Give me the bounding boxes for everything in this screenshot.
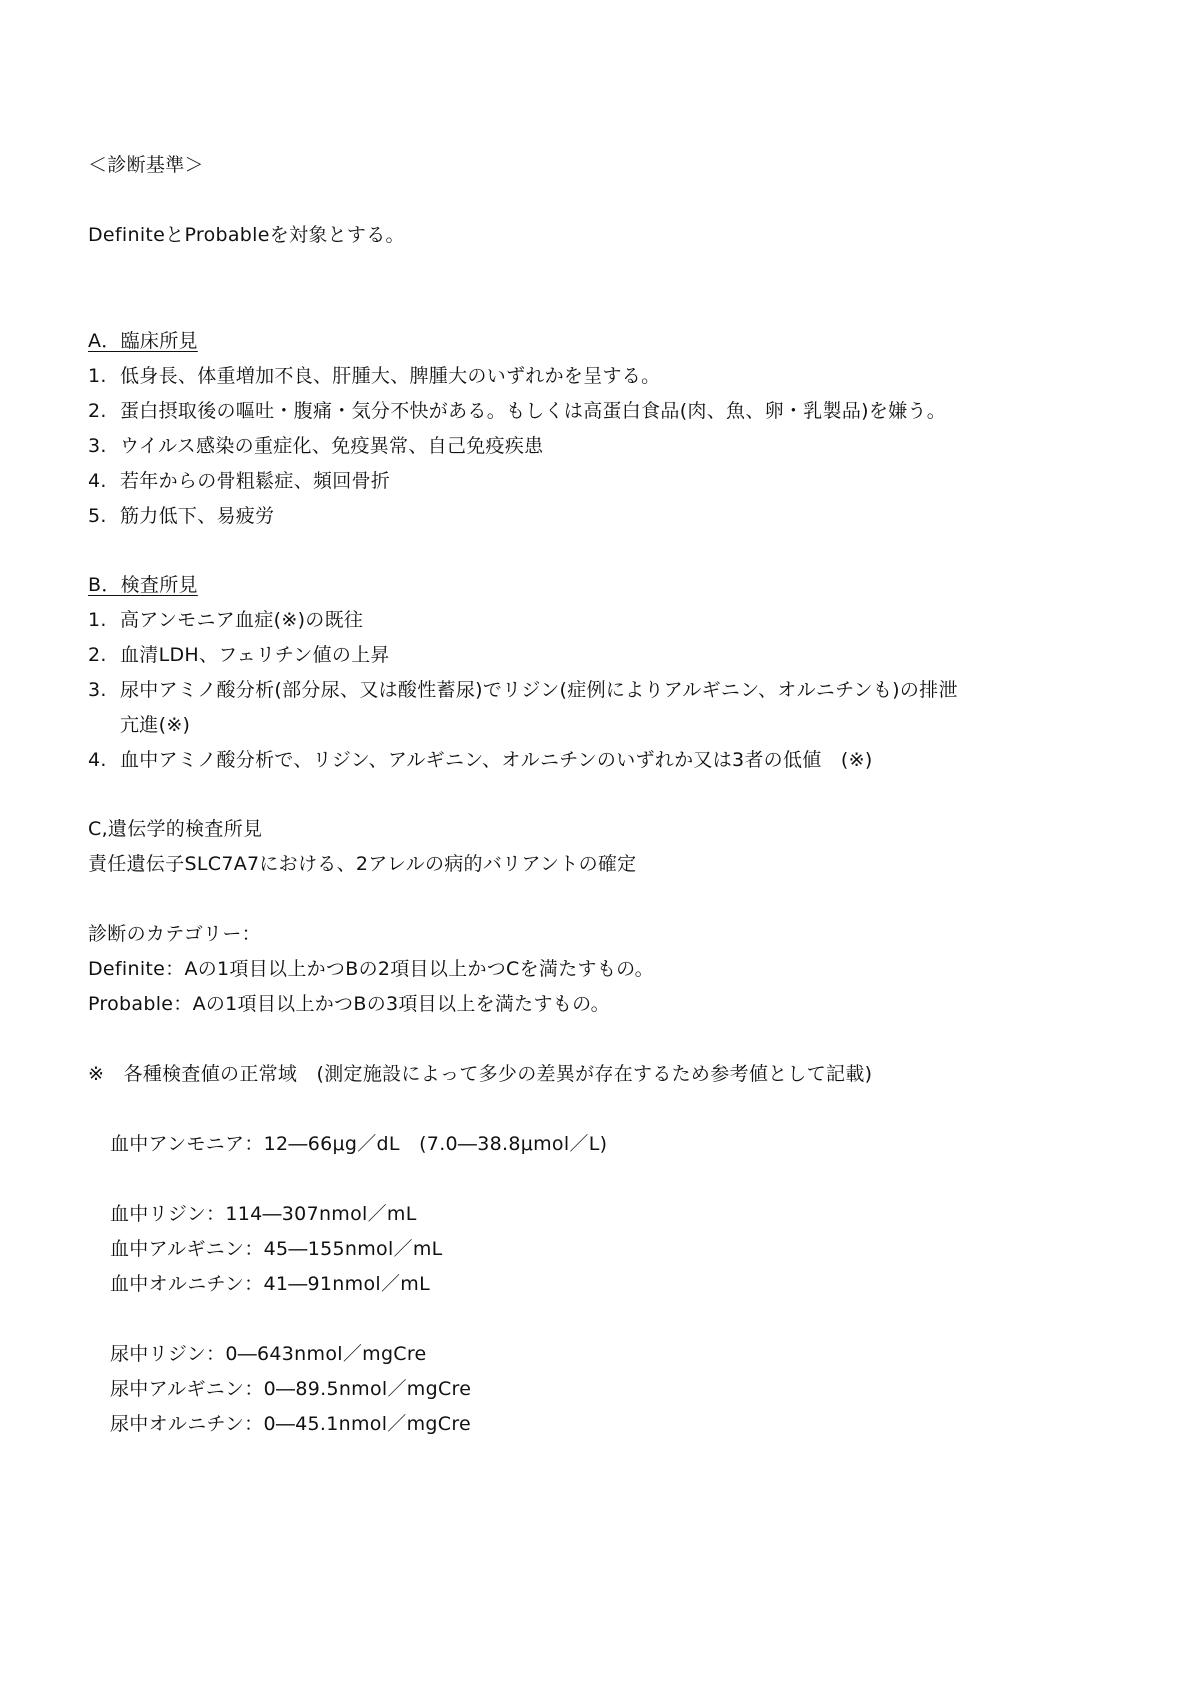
value-blood-arginine: 血中アルギニン：45―155nmol／mL [110, 1238, 443, 1260]
list-item: 5. 筋力低下、易疲労 [88, 505, 275, 527]
intro-text: DefiniteとProbableを対象とする。 [88, 224, 405, 246]
value-urine-arginine: 尿中アルギニン：0―89.5nmol／mgCre [110, 1378, 472, 1400]
value-urine-ornithine: 尿中オルニチン：0―45.1nmol／mgCre [110, 1413, 472, 1435]
section-b-title: B．検査所見 [88, 574, 198, 596]
value-urine-lysine: 尿中リジン：0―643nmol／mgCre [110, 1343, 427, 1365]
section-b [88, 568, 1121, 778]
category-definite: Definite：Aの1項目以上かつBの2項目以上かつCを満たすもの。 [88, 958, 654, 980]
urine-values [88, 1337, 1121, 1442]
list-item: 4. 若年からの骨粗鬆症、頻回骨折 [88, 470, 391, 492]
list-item-continuation: 亢進(※) [120, 714, 191, 736]
section-c-text: 責任遺伝子SLC7A7における、2アレルの病的バリアントの確定 [88, 853, 637, 875]
list-item: 2. 血清LDH、フェリチン値の上昇 [88, 644, 390, 666]
heading: ＜診断基準＞ [88, 154, 204, 176]
section-a-title: A．臨床所見 [88, 330, 198, 352]
value-blood-ornithine: 血中オルニチン：41―91nmol／mL [110, 1273, 430, 1295]
diagnostic-category [88, 917, 1121, 1022]
blood-values [88, 1197, 1121, 1302]
list-item: 4. 血中アミノ酸分析で、リジン、アルギニン、オルニチンのいずれか又は3者の低値 (※) [88, 749, 873, 771]
list-item: 2. 蛋白摂取後の嘔吐・腹痛・気分不快がある。もしくは高蛋白食品(肉、魚、卵・乳製品)を嫌う。 [88, 400, 947, 422]
section-a [88, 324, 1121, 534]
list-item: 1. 低身長、体重増加不良、肝腫大、脾腫大のいずれかを呈する。 [88, 365, 661, 387]
value-ammonia: 血中アンモニア：12―66μg／dL (7.0―38.8μmol／L) [110, 1133, 608, 1155]
category-title: 診断のカテゴリー： [88, 923, 261, 945]
list-item: 3. 尿中アミノ酸分析(部分尿、又は酸性蓄尿)でリジン(症例によりアルギニン、オルニチンも)の排泄 [88, 679, 958, 701]
reference-note: ※ 各種検査値の正常域 (測定施設によって多少の差異が存在するため参考値として記載) [88, 1063, 873, 1085]
category-probable: Probable：Aの1項目以上かつBの3項目以上を満たすもの。 [88, 993, 610, 1015]
list-item: 1. 高アンモニア血症(※)の既往 [88, 609, 364, 631]
list-item: 3. ウイルス感染の重症化、免疫異常、自己免疫疾患 [88, 435, 544, 457]
section-c-title: C,遺伝学的検査所見 [88, 818, 263, 840]
section-c [88, 812, 1121, 882]
value-blood-lysine: 血中リジン：114―307nmol／mL [110, 1203, 417, 1225]
